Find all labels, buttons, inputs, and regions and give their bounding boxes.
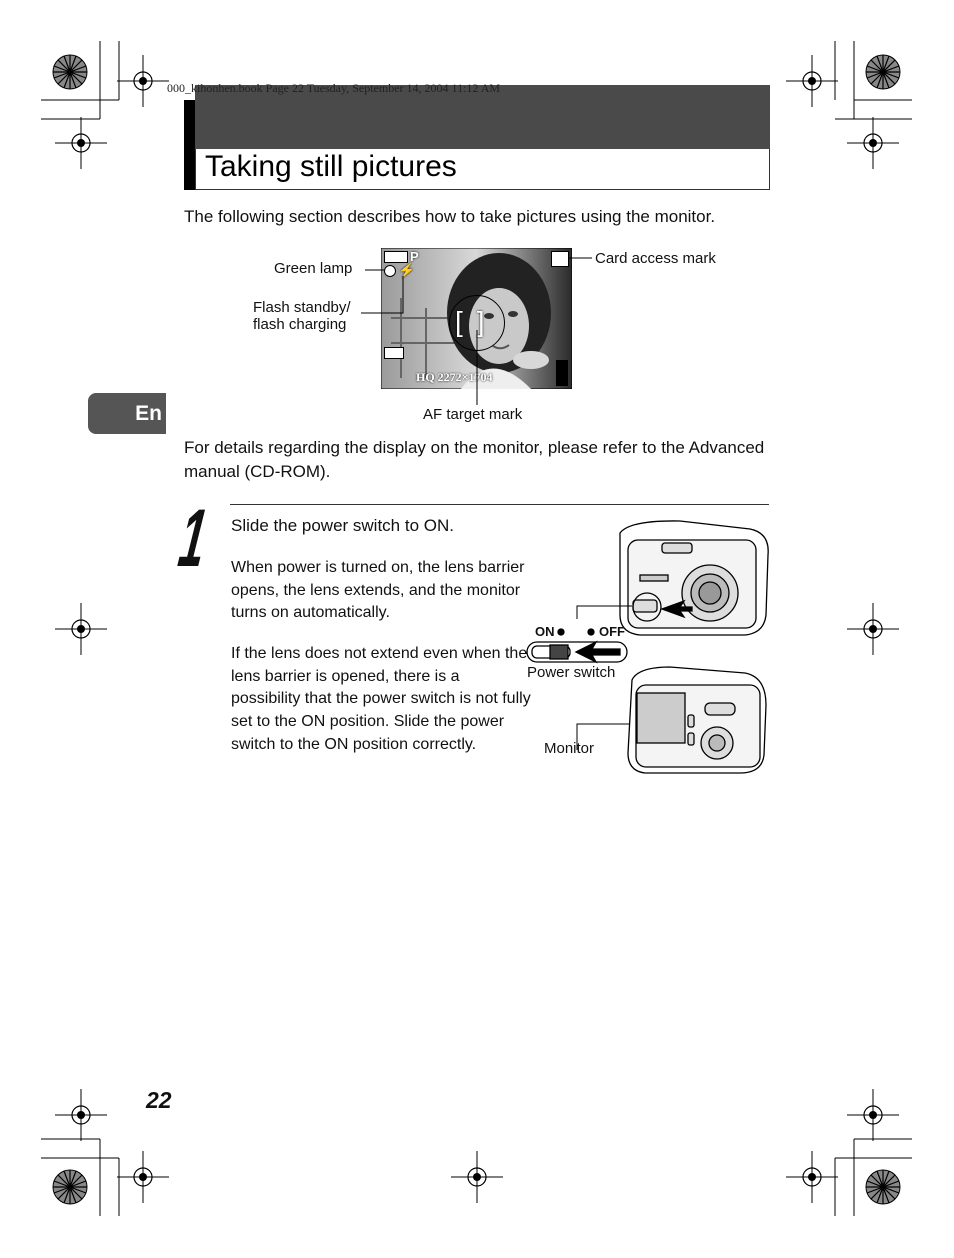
print-header: 000_kihonhen.book Page 22 Tuesday, September 14, 2004 11:12 AM: [167, 81, 501, 95]
off-label: OFF: [599, 624, 625, 639]
step-paragraph-1: When power is turned on, the lens barrier opens, the lens extends, and the monitor turns on automatically.: [231, 559, 525, 622]
camera-illustration: [520, 515, 775, 777]
step-paragraph-2: If the lens does not extend even when the lens barrier is opened, there is a possibility that the power switch is not fully set to the ON position. Slide the power switch to the ON position correctly.: [231, 645, 531, 753]
on-label: ON: [535, 624, 555, 639]
language-tab[interactable]: En: [88, 393, 166, 434]
af-brackets: []: [455, 306, 499, 337]
step-divider: [230, 504, 769, 505]
step-heading: Slide the power switch to ON.: [231, 516, 454, 535]
monitor-label: Monitor: [544, 740, 595, 757]
flash-standby-label-line2: flash charging: [253, 316, 347, 333]
page-number: 22: [146, 1087, 172, 1113]
card-access-label: Card access mark: [595, 250, 716, 267]
power-switch-label: Power switch: [527, 664, 616, 681]
page-title: Taking still pictures: [205, 150, 457, 183]
green-lamp-label: Green lamp: [274, 260, 353, 277]
step-number: 1: [173, 493, 212, 584]
af-target-label: AF target mark: [423, 406, 523, 423]
flash-standby-label-line1: Flash standby/: [253, 299, 351, 316]
mode-indicator: P: [410, 249, 419, 264]
details-text: For details regarding the display on the monitor, please refer to the Advanced manual (CD-ROM).: [184, 438, 765, 481]
flash-icon: ⚡: [398, 262, 416, 278]
resolution-readout: HQ 2272×1704: [416, 370, 493, 384]
intro-text: The following section describes how to take pictures using the monitor.: [184, 207, 716, 226]
